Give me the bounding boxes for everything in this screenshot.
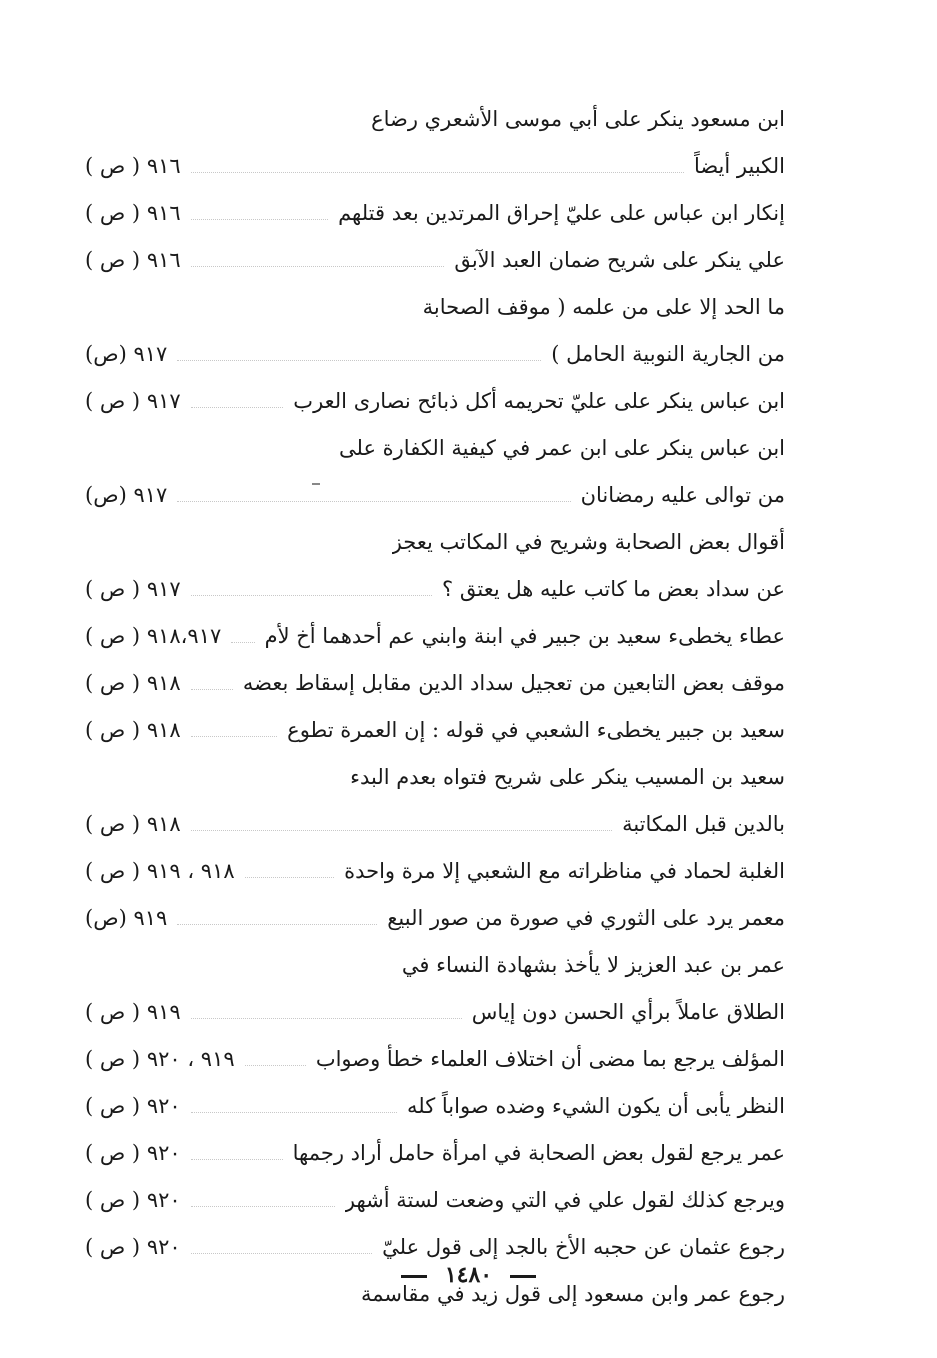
dot-leader <box>191 830 612 831</box>
footer-dash-right <box>510 1275 536 1278</box>
entry-text: من توالى عليه رمضانان <box>580 483 785 507</box>
entry-page-ref: ٩١٧ (ص) <box>85 342 168 366</box>
index-entry <box>85 519 785 566</box>
entry-text: ويرجع كذلك لقول علي في التي وضعت لستة أشهر <box>344 1188 785 1212</box>
index-entry <box>85 989 785 1036</box>
index-entry <box>85 1036 785 1083</box>
entry-page-ref: ٩١٧ ( ص ) <box>85 389 181 413</box>
entry-page-ref: ٩٢٠ ( ص ) <box>85 1188 181 1212</box>
entry-page-ref: ٩١٩ ، ٩٢٠ ( ص ) <box>85 1047 235 1071</box>
entry-text: رجوع عثمان عن حجبه الأخ بالجد إلى قول عليّ <box>382 1235 785 1259</box>
entry-page-ref: ٩١٧ (ص) <box>85 483 168 507</box>
ink-speck <box>312 483 320 485</box>
entry-text: ابن عباس ينكر على عليّ تحريمه أكل ذبائح نصارى العرب <box>293 389 785 413</box>
index-entry <box>85 331 785 378</box>
entry-text: إنكار ابن عباس على عليّ إحراق المرتدين بعد قتلهم <box>338 201 785 225</box>
entry-text: موقف بعض التابعين من تعجيل سداد الدين مقابل إسقاط بعضه <box>242 671 785 695</box>
dot-leader <box>177 924 377 925</box>
dot-leader <box>191 1206 335 1207</box>
entry-text: عمر بن عبد العزيز لا يأخذ بشهادة النساء في <box>401 953 785 977</box>
dot-leader <box>191 1112 397 1113</box>
index-entry <box>85 613 785 660</box>
dot-leader <box>177 360 541 361</box>
index-entry <box>85 1130 785 1177</box>
entry-page-ref: ٩١٨ ( ص ) <box>85 718 181 742</box>
dot-leader <box>191 1159 283 1160</box>
index-entry <box>85 848 785 895</box>
entry-page-ref: ٩١٨ ( ص ) <box>85 671 181 695</box>
entry-text: عن سداد بعض ما كاتب عليه هل يعتق ؟ <box>442 577 785 601</box>
index-entry <box>85 425 785 472</box>
index-entry <box>85 895 785 942</box>
entry-page-ref: ٩١٨ ، ٩١٩ ( ص ) <box>85 859 235 883</box>
entry-page-ref: ٩١٩ (ص) <box>85 906 168 930</box>
dot-leader <box>177 501 570 502</box>
index-entry <box>85 707 785 754</box>
entry-text: أقوال بعض الصحابة وشريح في المكاتب يعجز <box>391 530 785 554</box>
dot-leader <box>191 595 432 596</box>
entry-text: بالدين قبل المكاتبة <box>622 812 785 836</box>
entry-text: علي ينكر على شريح ضمان العبد الآبق <box>454 248 785 272</box>
index-entry <box>85 754 785 801</box>
index-entry <box>85 190 785 237</box>
entry-text: ابن عباس ينكر على ابن عمر في كيفية الكفارة على <box>339 436 785 460</box>
dot-leader <box>191 266 445 267</box>
entry-page-ref: ٩١٦ ( ص ) <box>85 201 181 225</box>
entry-text: من الجارية النوبية الحامل ) <box>551 342 785 366</box>
entry-page-ref: ٩١٧ ( ص ) <box>85 577 181 601</box>
footer-dash-left <box>401 1275 427 1278</box>
dot-leader <box>191 172 684 173</box>
entry-text: سعيد بن المسيب ينكر على شريح فتواه بعدم البدء <box>350 765 785 789</box>
entry-page-ref: ٩٢٠ ( ص ) <box>85 1235 181 1259</box>
dot-leader <box>191 1018 462 1019</box>
entry-text: عطاء يخطىء سعيد بن جبير في ابنة وابني عم أحدهما أخ لأم <box>264 624 785 648</box>
index-entry <box>85 1177 785 1224</box>
entry-text: الكبير أيضاً <box>693 154 785 178</box>
dot-leader <box>191 407 284 408</box>
entry-page-ref: ٩١٦ ( ص ) <box>85 154 181 178</box>
entry-text: الغلبة لحماد في مناظراته مع الشعبي إلا مرة واحدة <box>344 859 785 883</box>
index-entry <box>85 566 785 613</box>
index-entry <box>85 660 785 707</box>
dot-leader <box>191 219 328 220</box>
entry-text: الطلاق عاملاً برأي الحسن دون إياس <box>471 1000 785 1024</box>
dot-leader <box>245 877 334 878</box>
entry-text: ما الحد إلا على من علمه ( موقف الصحابة <box>422 295 785 319</box>
entry-text: سعيد بن جبير يخطىء الشعبي في قوله : إن العمرة تطوع <box>287 718 785 742</box>
entry-text: ابن مسعود ينكر على أبي موسى الأشعري رضاع <box>371 107 785 131</box>
index-entry <box>85 378 785 425</box>
entry-page-ref: ٩١٩ ( ص ) <box>85 1000 181 1024</box>
entry-text: رجوع عمر وابن مسعود إلى قول زيد في مقاسمة <box>361 1282 785 1306</box>
index-entry <box>85 237 785 284</box>
dot-leader <box>231 642 254 643</box>
entry-page-ref: ٩١٦ ( ص ) <box>85 248 181 272</box>
dot-leader <box>191 736 278 737</box>
entry-page-ref: ٩١٨ ( ص ) <box>85 812 181 836</box>
index-entry <box>85 472 785 519</box>
entry-text: عمر يرجع لقول بعض الصحابة في امرأة حامل أراد رجمها <box>292 1141 785 1165</box>
index-entry <box>85 143 785 190</box>
dot-leader <box>191 1253 373 1254</box>
entry-page-ref: ٩١٨،٩١٧ ( ص ) <box>85 624 222 648</box>
index-entry <box>85 284 785 331</box>
index-entry <box>85 801 785 848</box>
page-footer <box>0 1262 937 1288</box>
index-entry <box>85 942 785 989</box>
entry-text: المؤلف يرجع بما مضى أن اختلاف العلماء خطأ وصواب <box>315 1047 785 1071</box>
entry-text: النظر يأبى أن يكون الشيء وضده صواباً كله <box>407 1094 785 1118</box>
dot-leader <box>191 689 233 690</box>
index-list <box>85 96 785 1318</box>
index-entry <box>85 96 785 143</box>
dot-leader <box>245 1065 306 1066</box>
entry-page-ref: ٩٢٠ ( ص ) <box>85 1094 181 1118</box>
page-number: ١٤٨٠ <box>444 1262 493 1288</box>
entry-page-ref: ٩٢٠ ( ص ) <box>85 1141 181 1165</box>
entry-text: معمر يرد على الثوري في صورة من صور البيع <box>387 906 785 930</box>
index-entry <box>85 1083 785 1130</box>
